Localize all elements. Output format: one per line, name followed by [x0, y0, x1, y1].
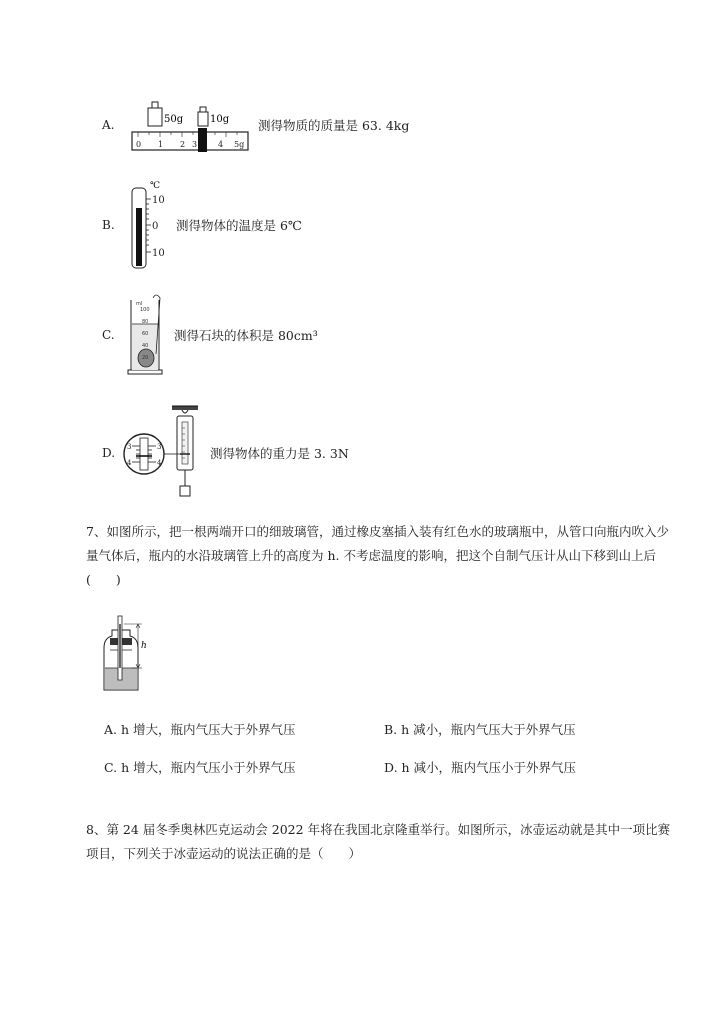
ruler-tick-2: 2: [180, 140, 186, 149]
magnifier-tick-3-right: 3: [157, 443, 162, 451]
h-label: h: [141, 641, 147, 651]
barometer-bottle-figure: [98, 612, 152, 696]
magnifier-tick-4-right: 4: [157, 459, 162, 467]
weight-50g-label: 50g: [164, 114, 184, 125]
magnifier-tick-3-left: 3: [127, 443, 132, 451]
q7-option-d[interactable]: D. h 减小，瓶内气压小于外界气压: [384, 760, 577, 775]
thermometer-unit: ℃: [150, 181, 161, 191]
thermometer-tick-bottom: 10: [152, 248, 165, 259]
ruler-tick-4: 4: [218, 140, 224, 149]
option-b-text: 测得物体的温度是 6℃: [176, 218, 302, 233]
thermometer-tick-top: 10: [152, 195, 165, 206]
magnifier-tick-4-left: 4: [127, 459, 132, 467]
option-d-letter: D.: [102, 446, 116, 460]
option-a-text: 测得物质的质量是 63. 4kg: [258, 118, 410, 133]
cylinder-tick-20: 20: [142, 355, 149, 361]
graduated-cylinder-figure: [126, 294, 166, 376]
q7-option-c[interactable]: C. h 增大，瓶内气压小于外界气压: [104, 760, 296, 775]
cylinder-tick-100: 100: [140, 307, 150, 313]
ruler-tick-3: 3: [192, 140, 198, 149]
cylinder-tick-80: 80: [142, 319, 149, 325]
option-c-letter: C.: [102, 328, 115, 342]
question-8-stem: 8、第 24 届冬季奥林匹克运动会 2022 年将在我国北京隆重举行。如图所示，冰壶运动就是其中一项比赛项目，下列关于冰壶运动的说法正确的是（ ）: [86, 822, 671, 861]
weight-10g-label: 10g: [210, 114, 230, 125]
spring-scale-figure: [122, 402, 206, 504]
thermometer-tick-mid: 0: [152, 221, 159, 232]
cylinder-tick-60: 60: [142, 331, 149, 337]
thermometer-figure: [128, 178, 170, 270]
balance-rider-figure: [128, 98, 250, 154]
ruler-tick-1: 1: [158, 140, 164, 149]
option-c-text: 测得石块的体积是 80cm³: [174, 328, 318, 343]
option-b-letter: B.: [102, 218, 115, 232]
ruler-tick-5: 5g: [234, 140, 245, 149]
cylinder-unit: ml: [136, 301, 143, 307]
cylinder-tick-40: 40: [142, 343, 149, 349]
option-a-letter: A.: [102, 118, 115, 132]
question-7-stem: 7、如图所示，把一根两端开口的细玻璃管，通过橡皮塞插入装有红色水的玻璃瓶中，从管口向瓶内吹入少量气体后，瓶内的水沿玻璃管上升的高度为 h. 不考虑温度的影响，把这个自制气压计从山下移到山上后( ): [86, 524, 669, 587]
q7-option-b[interactable]: B. h 减小，瓶内气压大于外界气压: [384, 722, 576, 737]
q7-option-a[interactable]: A. h 增大，瓶内气压大于外界气压: [104, 722, 296, 737]
option-d-text: 测得物体的重力是 3. 3N: [210, 446, 349, 461]
ruler-tick-0: 0: [136, 140, 142, 149]
